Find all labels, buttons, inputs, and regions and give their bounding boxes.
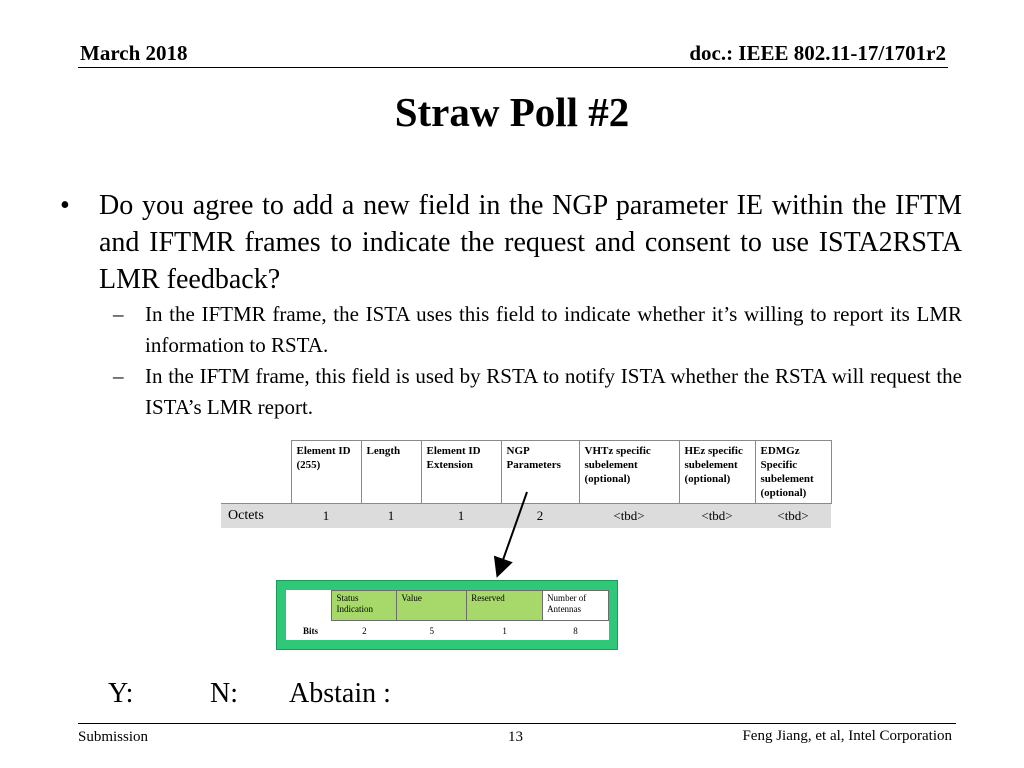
- bullet-dot: •: [60, 190, 70, 221]
- table-header-row: [286, 591, 609, 621]
- table-cell: <tbd>: [679, 504, 755, 529]
- column-header: Value: [397, 591, 467, 621]
- table-cell: 8: [573, 625, 578, 636]
- table-cell: 1: [502, 625, 507, 636]
- table-cell: 1: [421, 504, 501, 529]
- table-cell: 1: [291, 504, 361, 529]
- main-bullet-text: Do you agree to add a new field in the NGP parameter IE within the IFTM and IFTMR frames to indicate the request and consent to use ISTA2RSTA LMR feedback?: [99, 190, 962, 295]
- header-doc-number: doc.: IEEE 802.11-17/1701r2: [689, 41, 946, 65]
- sub-bullet-dash: –: [113, 302, 124, 326]
- header-date: March 2018: [80, 41, 188, 65]
- row-label: Bits: [303, 625, 319, 636]
- table-row: [286, 621, 609, 641]
- table-cell: <tbd>: [755, 504, 831, 529]
- footer-divider: [78, 723, 956, 724]
- row-label: Octets: [221, 504, 291, 529]
- sub-bullet-1: In the IFTMR frame, the ISTA uses this field to indicate whether it’s willing to report its LMR information to RSTA.: [145, 302, 962, 357]
- table-cell: 2: [501, 504, 579, 529]
- ngp-parameters-table: [286, 590, 609, 641]
- column-header: Number of Antennas: [543, 591, 609, 621]
- vote-abstain: Abstain :: [289, 678, 391, 709]
- footer-submission: Submission: [78, 729, 149, 745]
- footer-author: Feng Jiang, et al, Intel Corporation: [742, 728, 952, 744]
- column-header: Length: [361, 441, 421, 504]
- table-cell: 1: [361, 504, 421, 529]
- column-header: EDMGz Specific subelement (optional): [755, 441, 831, 504]
- table-cell: <tbd>: [579, 504, 679, 529]
- page-number: 13: [508, 729, 523, 745]
- sub-bullet-2: In the IFTM frame, this field is used by RSTA to notify ISTA whether the RSTA will request the ISTA’s LMR report.: [145, 364, 962, 419]
- ngp-parameters-box: [276, 580, 618, 650]
- column-header: Element ID (255): [291, 441, 361, 504]
- column-header: VHTz specific subelement (optional): [579, 441, 679, 504]
- vote-yes: Y:: [108, 678, 134, 709]
- column-header: Reserved: [467, 591, 543, 621]
- table-corner: [286, 591, 332, 621]
- table-cell: 2: [362, 625, 367, 636]
- column-header: Element ID Extension: [421, 441, 501, 504]
- column-header: Status Indication: [332, 591, 397, 621]
- table-cell: 5: [429, 625, 435, 636]
- ngp-inner-panel: [286, 590, 609, 640]
- slide-title: Straw Poll #2: [394, 89, 630, 135]
- column-header: NGP Parameters: [501, 441, 579, 504]
- sub-bullet-dash: –: [113, 364, 124, 388]
- column-header: HEz specific subelement (optional): [679, 441, 755, 504]
- vote-no: N:: [210, 678, 238, 709]
